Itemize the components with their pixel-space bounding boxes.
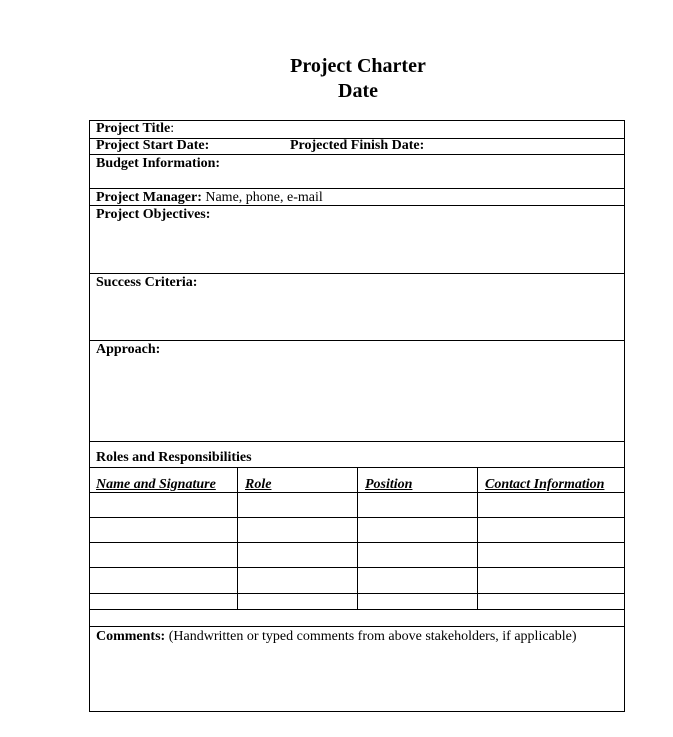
success-criteria-field[interactable]: [96, 275, 197, 291]
approach-field[interactable]: [96, 342, 160, 358]
budget-information-field[interactable]: [96, 156, 220, 172]
success-criteria-label: Success Criteria:: [96, 275, 198, 290]
project-title-field[interactable]: [96, 121, 174, 137]
project-title-colon: :: [170, 121, 175, 136]
project-manager-label: Project Manager:: [96, 190, 202, 205]
divider: [90, 340, 624, 341]
projected-finish-date-field[interactable]: [290, 138, 424, 154]
project-title-label: Project Title: [96, 121, 171, 136]
divider: [90, 273, 624, 274]
column-header-name-signature: Name and Signature: [96, 477, 216, 492]
column-header-role: Role: [245, 477, 272, 492]
project-start-date-field[interactable]: [96, 138, 209, 154]
divider: [90, 441, 624, 442]
approach-label: Approach:: [96, 342, 161, 357]
table-column-divider: [357, 467, 358, 610]
divider: [90, 626, 624, 627]
project-start-date-label: Project Start Date:: [96, 138, 210, 153]
project-objectives-label: Project Objectives:: [96, 207, 211, 222]
budget-information-label: Budget Information:: [96, 156, 221, 171]
project-objectives-field[interactable]: [96, 207, 210, 223]
divider: [90, 188, 624, 189]
page-title: Project Charter: [290, 55, 426, 77]
column-header-contact-information: Contact Information: [485, 477, 605, 492]
roles-heading-label: Roles and Responsibilities: [96, 450, 252, 465]
project-manager-field[interactable]: [96, 190, 323, 206]
table-column-divider: [477, 467, 478, 610]
projected-finish-date-label: Projected Finish Date:: [290, 138, 425, 153]
comments-hint: (Handwritten or typed comments from above stakeholders, if applicable): [165, 629, 577, 644]
charter-form: [89, 120, 625, 712]
comments-field[interactable]: [96, 629, 577, 645]
project-manager-value: Name, phone, e-mail: [201, 190, 323, 205]
comments-label: Comments:: [96, 629, 166, 644]
table-column-divider: [237, 467, 238, 610]
column-header-position: Position: [365, 477, 413, 492]
roles-heading: [96, 450, 252, 466]
divider: [90, 154, 624, 155]
page-subtitle-date: Date: [338, 80, 378, 102]
